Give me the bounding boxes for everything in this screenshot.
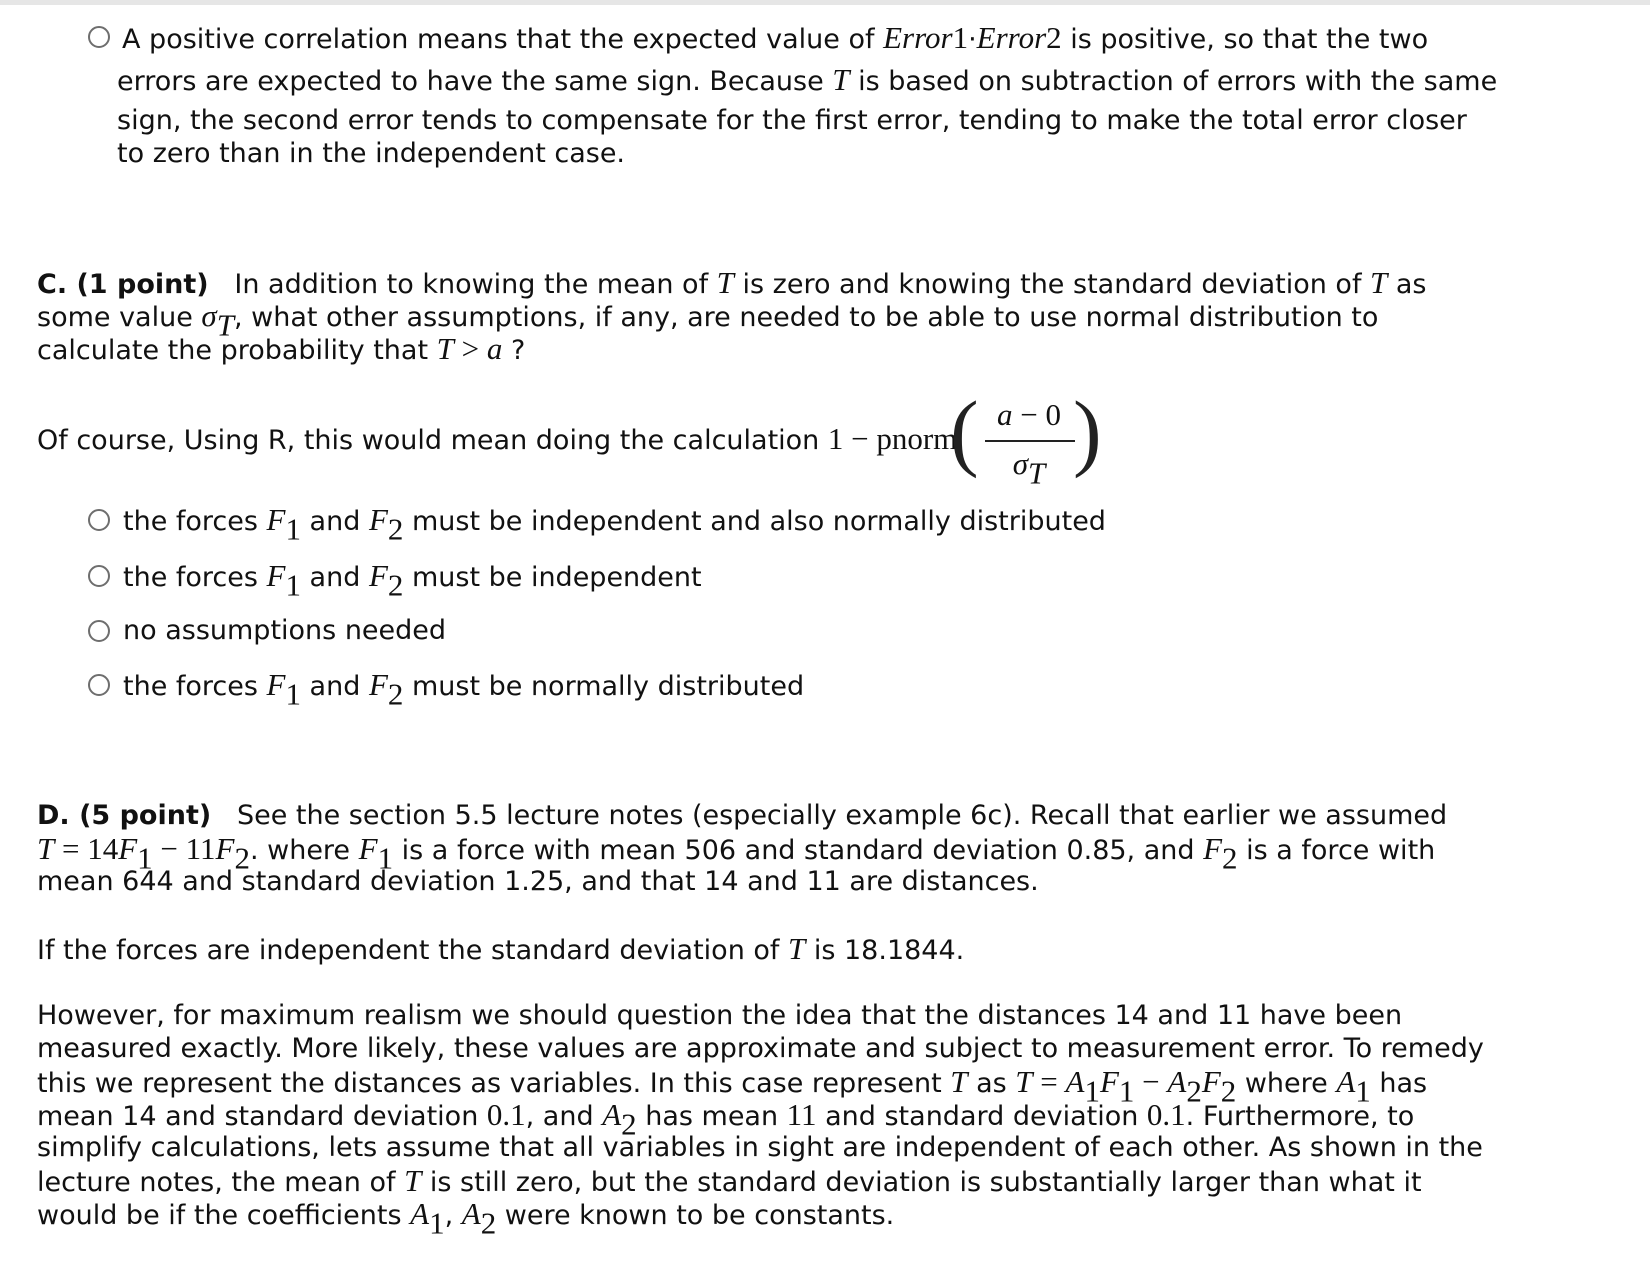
left-paren: ( xyxy=(950,383,979,479)
fraction-bar xyxy=(985,440,1075,442)
realism-para-4: mean 14 and standard deviation 0.1, and $A_2$ has mean 11 and standard deviation 0.1. Furthermore, to xyxy=(37,1097,1415,1142)
option-b-text-3: sign, the second error tends to compensate for the first error, tending to make the total error closer xyxy=(117,105,1467,136)
part-c-question-2: some value $\sigma_T$, what other assumptions, if any, are needed to be able to use normal distribution to xyxy=(37,298,1379,343)
option-b-text: A positive correlation means that the expected value of Error1·Error2 is positive, so that the two xyxy=(122,20,1429,55)
option-b-radio[interactable] xyxy=(88,26,110,48)
choice-label: the forces $F_1$ and $F_2$ must be independent xyxy=(123,558,702,603)
realism-para-5: simplify calculations, lets assume that all variables in sight are independent of each other. As shown in the xyxy=(37,1132,1483,1163)
choice-label: no assumptions needed xyxy=(123,615,447,646)
right-paren: ) xyxy=(1073,383,1102,479)
part-d-line-2: $T = 14F_1 - 11F_2$. where $F_1$ is a force with mean 506 and standard deviation 0.85, and $F_2$ is a force with xyxy=(37,831,1436,876)
realism-para-7: would be if the coefficients $A_1$, $A_2$ were known to be constants. xyxy=(37,1196,895,1241)
realism-para-6: lecture notes, the mean of T is still zero, but the standard deviation is substantially larger than what it xyxy=(37,1163,1422,1198)
choice-label: the forces $F_1$ and $F_2$ must be normally distributed xyxy=(123,667,805,712)
choice-label: the forces $F_1$ and $F_2$ must be independent and also normally distributed xyxy=(123,502,1106,547)
option-b-text-2: errors are expected to have the same sign. Because T is based on subtraction of errors with the same xyxy=(117,62,1498,97)
realism-para-3: this we represent the distances as variables. In this case represent T as $T = A_1F_1 - A_2F_2$ where $A_1$ has xyxy=(37,1064,1428,1109)
radio-button[interactable] xyxy=(88,565,110,587)
realism-para-2: measured exactly. More likely, these values are approximate and subject to measurement error. To remedy xyxy=(37,1033,1484,1064)
part-c-question-1: C. (1 point) In addition to knowing the mean of T is zero and knowing the standard deviation of T as xyxy=(37,265,1427,300)
r-calculation-text: Of course, Using R, this would mean doing the calculation 1 − pnorm xyxy=(37,421,958,456)
option-b-text-4: to zero than in the independent case. xyxy=(117,138,626,169)
top-divider xyxy=(0,0,1650,5)
part-c-question-3: calculate the probability that T > a ? xyxy=(37,331,526,366)
part-c-label: C. (1 point) xyxy=(37,269,209,300)
radio-button[interactable] xyxy=(88,509,110,531)
part-d-line-1: D. (5 point) See the section 5.5 lecture notes (especially example 6c). Recall that earlier we assumed xyxy=(37,800,1448,831)
radio-button[interactable] xyxy=(88,620,110,642)
realism-para-1: However, for maximum realism we should question the idea that the distances 14 and 11 have been xyxy=(37,1000,1403,1031)
part-d-label: D. (5 point) xyxy=(37,800,212,831)
independent-sd-statement: If the forces are independent the standard deviation of T is 18.1844. xyxy=(37,931,965,966)
fraction-denominator: $\sigma_T$ xyxy=(1012,446,1046,491)
part-d-line-3: mean 644 and standard deviation 1.25, and that 14 and 11 are distances. xyxy=(37,866,1039,897)
radio-button[interactable] xyxy=(88,674,110,696)
fraction-numerator: a − 0 xyxy=(997,397,1061,432)
